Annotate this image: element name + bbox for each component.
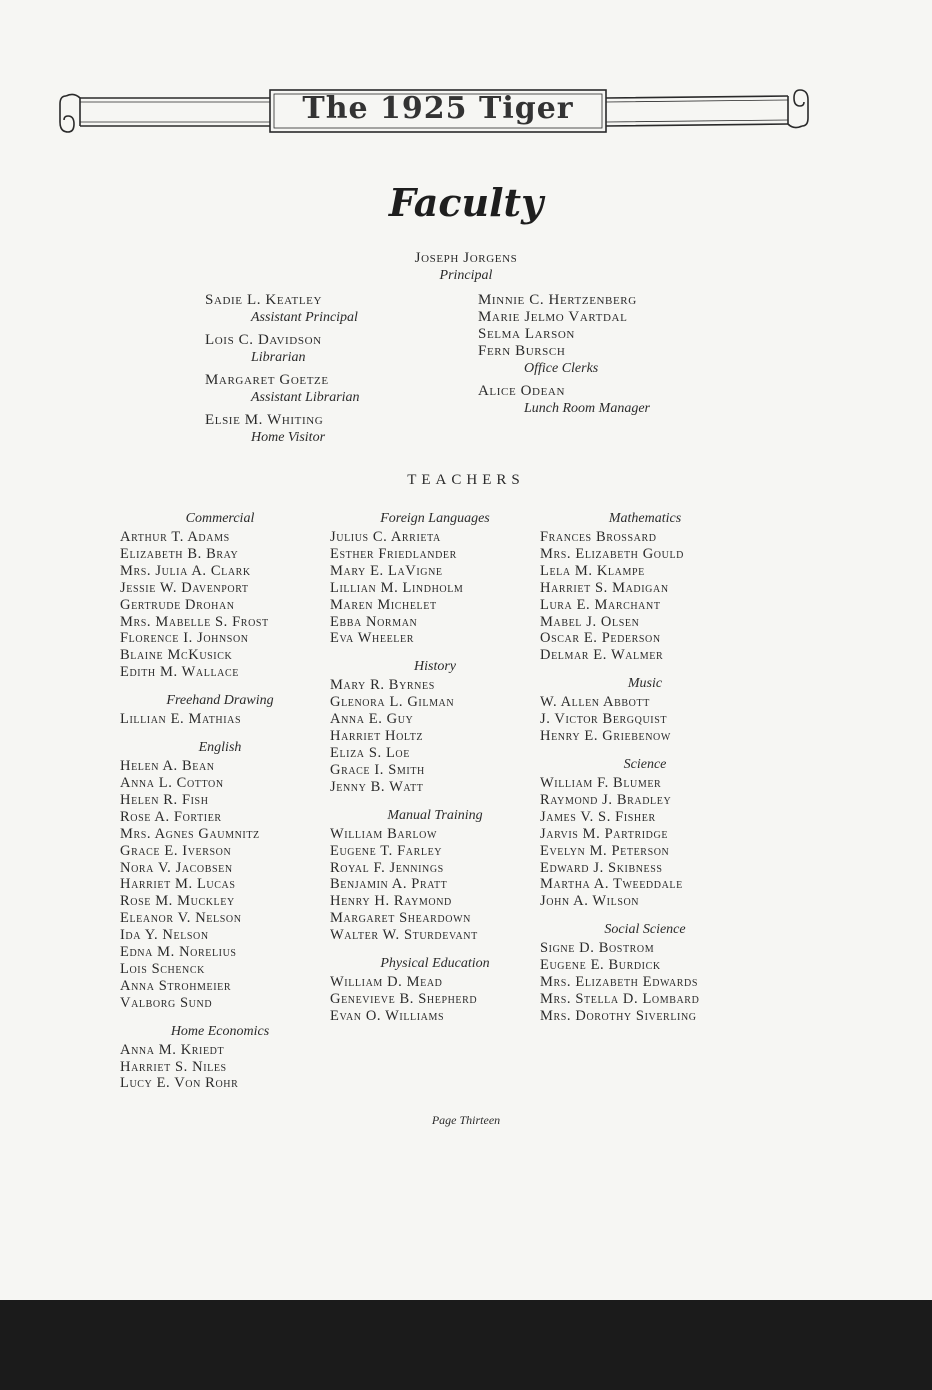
teacher-name: Eleanor V. Nelson: [120, 910, 242, 927]
teacher-name: Lillian M. Lindholm: [330, 579, 464, 596]
teacher-list: [330, 529, 540, 647]
teacher-name: Grace E. Iverson: [120, 842, 232, 859]
teacher-name: Nora V. Jacobsen: [120, 859, 233, 876]
staff-name: Alice Odean: [478, 383, 566, 399]
department-name: Mathematics: [608, 511, 682, 526]
teacher-name: Jarvis M. Partridge: [540, 825, 669, 842]
teacher-name: Esther Friedlander: [330, 545, 457, 562]
teacher-name: Harriet Holtz: [330, 728, 424, 745]
teacher-list: [330, 826, 540, 944]
teacher-name: Oscar E. Pederson: [540, 630, 661, 647]
department-section: [540, 675, 750, 745]
principal-name: Joseph Jorgens: [414, 250, 518, 266]
teacher-name: Harriet S. Madigan: [540, 579, 669, 596]
teacher-name: Grace I. Smith: [330, 761, 425, 778]
admin-entry: [205, 372, 360, 406]
teacher-name: Evan O. Williams: [330, 1007, 445, 1024]
teacher-name: Henry E. Griebenow: [540, 728, 671, 745]
principal-entry: [0, 250, 932, 284]
department-name: Freehand Drawing: [166, 693, 274, 709]
department-section: [120, 510, 320, 681]
teacher-name: Lois Schenck: [120, 960, 205, 977]
teacher-name: Henry H. Raymond: [330, 893, 452, 910]
staff-role: Assistant Principal: [251, 310, 358, 325]
teacher-name: W. Allen Abbott: [540, 694, 650, 711]
department-section: [120, 1023, 320, 1093]
teacher-column-1: [120, 510, 320, 1103]
teacher-name: Anna Strohmeier: [120, 977, 232, 994]
teacher-name: William D. Mead: [330, 974, 443, 991]
staff-name: Marie Jelmo Vartdal: [478, 309, 628, 325]
teacher-name: Lillian E. Mathias: [120, 711, 242, 728]
teacher-name: Lura E. Marchant: [540, 596, 661, 613]
teacher-list: [330, 677, 540, 795]
teacher-name: Mrs. Dorothy Siverling: [540, 1007, 697, 1024]
teacher-name: Eugene E. Burdick: [540, 957, 661, 974]
department-section: [540, 921, 750, 1025]
teacher-name: Eva Wheeler: [330, 630, 414, 647]
teacher-name: Blaine McKusick: [120, 647, 233, 664]
teacher-name: Helen R. Fish: [120, 791, 209, 808]
teacher-name: Eliza S. Loe: [330, 744, 410, 761]
department-name: English: [198, 740, 242, 756]
teacher-column-3: [540, 510, 750, 1036]
teacher-list: [540, 529, 750, 664]
department-section: [330, 955, 540, 1025]
teacher-name: Rose A. Fortier: [120, 808, 222, 825]
teacher-name: Harriet S. Niles: [120, 1058, 227, 1075]
department-name: Commercial: [185, 511, 255, 526]
teacher-name: Genevieve B. Shepherd: [330, 990, 478, 1007]
staff-name: Lois C. Davidson: [205, 332, 322, 348]
admin-entry: [205, 292, 360, 326]
teacher-name: Arthur T. Adams: [120, 529, 230, 545]
admin-entry: [478, 383, 650, 417]
teacher-name: Martha A. Tweeddale: [540, 876, 683, 893]
teacher-name: Mrs. Mabelle S. Frost: [120, 613, 269, 630]
teacher-list: [330, 974, 540, 1025]
teacher-name: Elizabeth B. Bray: [120, 545, 239, 562]
department-name: History: [414, 659, 456, 675]
admin-entry: [205, 412, 360, 446]
department-section: [330, 658, 540, 795]
teacher-name: William F. Blumer: [540, 774, 662, 791]
teacher-name: Mary E. LaVigne: [330, 562, 443, 579]
department-section: [540, 510, 750, 664]
teacher-name: Anna M. Kriedt: [120, 1041, 225, 1058]
page-title: Faculty: [388, 180, 544, 225]
teacher-name: J. Victor Bergquist: [540, 711, 668, 728]
department-name: Home Economics: [170, 1023, 270, 1039]
teacher-name: Mrs. Julia A. Clark: [120, 562, 251, 579]
teacher-name: Florence I. Johnson: [120, 630, 249, 647]
teacher-name: Mrs. Agnes Gaumnitz: [120, 825, 260, 842]
teacher-name: Raymond J. Bradley: [540, 791, 672, 808]
teacher-name: Rose M. Muckley: [120, 893, 235, 910]
department-name: Music: [627, 676, 663, 692]
teacher-name: Helen A. Bean: [120, 758, 215, 775]
department-name: Social Science: [604, 922, 686, 938]
teachers-heading: TEACHERS: [407, 472, 525, 488]
department-name: Manual Training: [387, 807, 483, 823]
staff-name: Minnie C. Hertzenberg: [478, 292, 637, 308]
staff-name: Elsie M. Whiting: [205, 412, 324, 428]
staff-role: Librarian: [251, 350, 306, 365]
staff-role: Lunch Room Manager: [524, 401, 650, 416]
teacher-name: Edna M. Norelius: [120, 944, 237, 961]
teacher-name: Signe D. Bostrom: [540, 940, 655, 957]
teacher-name: Maren Michelet: [330, 596, 437, 613]
department-section: [330, 807, 540, 944]
teacher-name: John A. Wilson: [540, 893, 640, 910]
teacher-name: Mrs. Stella D. Lombard: [540, 990, 700, 1007]
department-section: [540, 756, 750, 910]
teacher-name: Lela M. Klampe: [540, 562, 645, 579]
page-number: Page Thirteen: [431, 1113, 501, 1127]
teacher-name: Jenny B. Watt: [330, 778, 424, 795]
teacher-name: Ebba Norman: [330, 613, 418, 630]
teacher-list: [540, 940, 750, 1025]
teacher-name: Anna E. Guy: [330, 711, 414, 728]
banner-title: The 1925 Tiger: [302, 90, 574, 126]
teacher-name: Anna L. Cotton: [120, 774, 224, 791]
staff-role: Home Visitor: [251, 430, 326, 445]
teacher-list: [120, 711, 320, 728]
teacher-name: Edward J. Skibness: [540, 859, 663, 876]
admin-right-list: [478, 292, 650, 423]
teacher-column-2: [330, 510, 540, 1036]
teacher-name: Margaret Sheardown: [330, 910, 471, 927]
teacher-name: James V. S. Fisher: [540, 808, 656, 825]
teacher-name: Walter W. Sturdevant: [330, 927, 478, 944]
teacher-name: Frances Brossard: [540, 529, 657, 545]
teacher-list: [120, 529, 320, 681]
teacher-list: [540, 775, 750, 910]
teacher-name: Ida Y. Nelson: [120, 927, 209, 944]
admin-left-list: [205, 292, 360, 452]
teacher-name: Harriet M. Lucas: [120, 876, 236, 893]
department-section: [120, 739, 320, 1012]
office-clerks-group: [478, 292, 650, 377]
teacher-name: Jessie W. Davenport: [120, 579, 249, 596]
teacher-list: [120, 1042, 320, 1093]
teacher-list: [540, 694, 750, 745]
department-name: Foreign Languages: [380, 511, 490, 526]
staff-role: Office Clerks: [524, 361, 599, 376]
department-name: Science: [623, 756, 667, 772]
staff-name: Margaret Goetze: [205, 372, 329, 388]
teacher-name: Mabel J. Olsen: [540, 613, 640, 630]
teacher-name: Royal F. Jennings: [330, 859, 444, 876]
department-section: [120, 692, 320, 728]
teacher-name: Mrs. Elizabeth Gould: [540, 545, 684, 562]
staff-name: Selma Larson: [478, 326, 575, 342]
teacher-name: Mary R. Byrnes: [330, 677, 435, 694]
teacher-name: Valborg Sund: [120, 994, 213, 1011]
staff-name: Sadie L. Keatley: [205, 292, 323, 308]
teacher-name: Delmar E. Walmer: [540, 647, 664, 664]
teacher-name: William Barlow: [330, 825, 438, 842]
admin-entry: [205, 332, 360, 366]
teacher-name: Lucy E. Von Rohr: [120, 1075, 239, 1092]
teacher-list: [120, 758, 320, 1012]
teacher-name: Gertrude Drohan: [120, 596, 235, 613]
teacher-name: Mrs. Elizabeth Edwards: [540, 974, 699, 991]
staff-name: Fern Bursch: [478, 343, 566, 359]
teacher-name: Glenora L. Gilman: [330, 694, 455, 711]
teacher-name: Evelyn M. Peterson: [540, 842, 670, 859]
teacher-name: Benjamin A. Pratt: [330, 876, 448, 893]
department-section: [330, 510, 540, 647]
teacher-name: Edith M. Wallace: [120, 664, 239, 681]
teacher-name: Julius C. Arrieta: [330, 529, 441, 545]
staff-role: Assistant Librarian: [251, 390, 360, 405]
principal-role: Principal: [439, 268, 493, 283]
department-name: Physical Education: [380, 956, 490, 972]
teacher-name: Eugene T. Farley: [330, 842, 443, 859]
